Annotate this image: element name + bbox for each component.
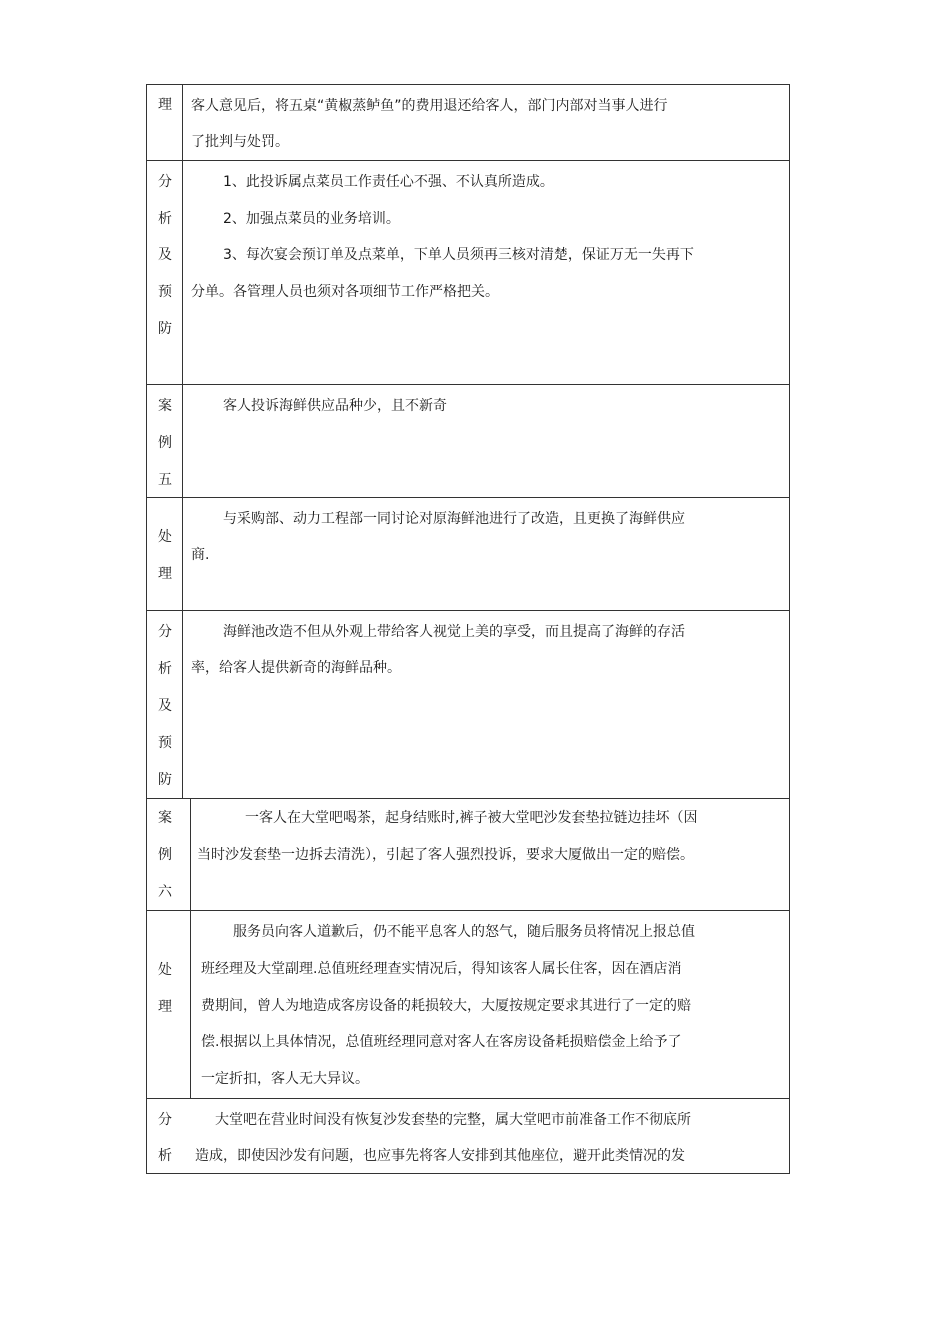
row-label-char: 预 — [158, 735, 172, 751]
table-row — [146, 798, 790, 911]
row-label-char: 理 — [158, 97, 172, 113]
row-label-char: 六 — [158, 884, 172, 900]
row-label-char: 预 — [158, 284, 172, 300]
row-label-char: 分 — [158, 174, 172, 190]
row-label-cell — [147, 85, 183, 160]
row-text-line: 偿.根据以上具体情况，总值班经理同意对客人在客房设备耗损赔偿金上给予了 — [201, 1034, 682, 1050]
row-text-line: 一定折扣，客人无大异议。 — [201, 1071, 369, 1087]
row-label-char: 理 — [158, 999, 172, 1015]
row-label-char: 例 — [158, 847, 172, 863]
table-row — [146, 610, 790, 799]
row-label-cell — [147, 498, 183, 610]
row-text-line: 造成，即使因沙发有问题，也应事先将客人安排到其他座位，避开此类情况的发 — [195, 1148, 685, 1164]
row-text-line: 商. — [191, 547, 210, 563]
table-row — [146, 384, 790, 498]
row-label-char: 防 — [158, 772, 172, 788]
table-row — [146, 497, 790, 611]
row-text-line: 2、加强点菜员的业务培训。 — [223, 211, 400, 227]
row-label-char: 处 — [158, 529, 172, 545]
row-label-cell — [147, 611, 183, 798]
row-text-line: 海鲜池改造不但从外观上带给客人视觉上美的享受，而且提高了海鲜的存活 — [223, 624, 685, 640]
row-label-char: 处 — [158, 962, 172, 978]
table-row — [146, 160, 790, 385]
row-label-char: 分 — [158, 1112, 172, 1128]
table-row — [146, 1098, 790, 1174]
row-label-char: 及 — [158, 698, 172, 714]
row-text-line: 率，给客人提供新奇的海鲜品种。 — [191, 660, 401, 676]
row-label-char: 案 — [158, 810, 172, 826]
row-text-line: 1、此投诉属点菜员工作责任心不强、不认真所造成。 — [223, 174, 554, 190]
row-label-char: 析 — [158, 661, 172, 677]
row-label-char: 案 — [158, 398, 172, 414]
row-text-line: 客人意见后，将五桌“黄椒蒸鲈鱼”的费用退还给客人，部门内部对当事人进行 — [191, 98, 668, 114]
row-text-line: 大堂吧在营业时间没有恢复沙发套垫的完整，属大堂吧市前准备工作不彻底所 — [215, 1112, 691, 1128]
row-text-line: 服务员向客人道歉后，仍不能平息客人的怒气，随后服务员将情况上报总值 — [233, 924, 695, 940]
row-label-char: 析 — [158, 211, 172, 227]
table-row — [146, 84, 790, 161]
row-label-cell — [147, 385, 183, 497]
row-label-cell — [147, 799, 191, 910]
row-text-line: 班经理及大堂副理.总值班经理查实情况后，得知该客人属长住客，因在酒店消 — [201, 961, 682, 977]
row-label-char: 例 — [158, 435, 172, 451]
row-text-line: 一客人在大堂吧喝茶，起身结账时,裤子被大堂吧沙发套垫拉链边挂坏（因 — [245, 810, 698, 826]
row-text-line: 当时沙发套垫一边拆去清洗），引起了客人强烈投诉，要求大厦做出一定的赔偿。 — [197, 847, 694, 863]
row-text-line: 3、每次宴会预订单及点菜单，下单人员须再三核对清楚，保证万无一失再下 — [223, 247, 694, 263]
row-text-line: 与采购部、动力工程部一同讨论对原海鲜池进行了改造，且更换了海鲜供应 — [223, 511, 685, 527]
row-label-cell — [147, 161, 183, 384]
row-label-cell — [147, 911, 191, 1098]
row-label-char: 析 — [158, 1148, 172, 1164]
row-text-line: 费期间，曾人为地造成客房设备的耗损较大，大厦按规定要求其进行了一定的赔 — [201, 998, 691, 1014]
row-label-char: 理 — [158, 566, 172, 582]
row-label-char: 防 — [158, 321, 172, 337]
row-label-char: 分 — [158, 624, 172, 640]
row-text-line: 客人投诉海鲜供应品种少，且不新奇 — [223, 398, 447, 414]
row-text-line: 分单。各管理人员也须对各项细节工作严格把关。 — [191, 284, 499, 300]
row-label-char: 及 — [158, 247, 172, 263]
row-label-char: 五 — [158, 472, 172, 488]
row-text-line: 了批判与处罚。 — [191, 134, 289, 150]
row-label-cell — [147, 1099, 183, 1173]
table-row — [146, 910, 790, 1099]
